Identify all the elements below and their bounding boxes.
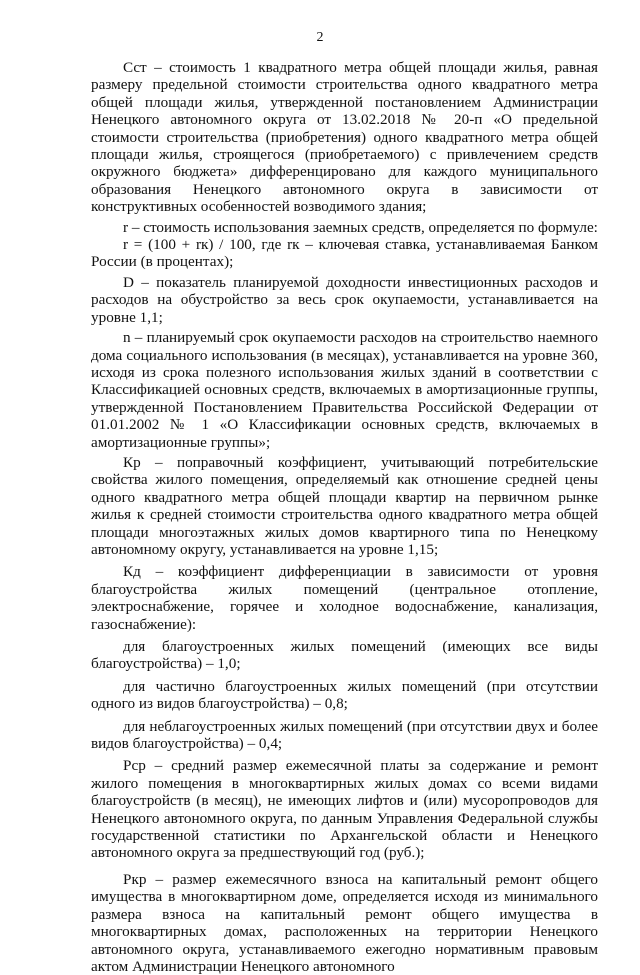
paragraph-r: r – стоимость использования заемных средств, определяется по формуле: — [123, 218, 598, 236]
document-body — [91, 59, 598, 975]
paragraph-sst: Сст – стоимость 1 квадратного метра общей площади жилья, равная размеру предельной стоимости строительства одного квадратного метра общей площади жилья, утвержденной постановлением Администрации Ненецкого автономного округа от 13.02.2018 № 20-п «О предельной стоимости строительства (приобретения) одного квадратного метра общей площади жилья, строящегося (приобретаемого) с привлечением средств окружного бюджета» дифференцировано для каждого муниципального образования Ненецкого автономного округа в зависимости от конструктивных особенностей возводимого здания; — [91, 59, 598, 216]
paragraph-kd-none: для неблагоустроенных жилых помещений (при отсутствии двух и более видов благоустройства) – 0,4; — [91, 717, 598, 753]
paragraph-kd: Кд – коэффициент дифференциации в зависимости от уровня благоустройства жилых помещений (центральное отопление, электроснабжение, горячее и холодное водоснабжение, канализация, газоснабжение): — [91, 563, 598, 633]
paragraph-d: D – показатель планируемой доходности инвестиционных расходов и расходов на обустройство за весь срок окупаемости, устанавливается на уровне 1,1; — [91, 273, 598, 326]
paragraph-n: n – планируемый срок окупаемости расходов на строительство наемного дома социального использования (в месяцах), устанавливается на уровне 360, исходя из срока полезного использования жилых зданий в соответствии с Классификацией основных средств, включаемых в амортизационные группы, утвержденной Постановлением Правительства Российской Федерации от 01.01.2002 № 1 «О Классификации основных средств, включаемых в амортизационные группы»; — [91, 329, 598, 451]
paragraph-pcp: Рср – средний размер ежемесячной платы за содержание и ремонт жилого помещения в многоквартирных жилых домах со всеми видами благоустройств (в месяц), не имеющих лифтов и (или) мусоропроводов для Ненецкого автономного округа, по данным Управления Федеральной службы государственной статистики по Архангельской области и Ненецкого автономного округа за предшествующий год (руб.); — [91, 757, 598, 862]
paragraph-r-formula: r = (100 + rк) / 100, где rк – ключевая ставка, устанавливаемая Банком России (в процентах); — [91, 236, 598, 271]
paragraph-pkp: Ркр – размер ежемесячного взноса на капитальный ремонт общего имущества в многоквартирном доме, определяется исходя из минимального размера взноса на капитальный ремонт общего имущества в многоквартирных домах, расположенных на территории Ненецкого автономного округа, устанавливаемого ежегодно нормативным правовым актом Администрации Ненецкого автономного — [91, 870, 598, 975]
paragraph-kp: Кр – поправочный коэффициент, учитывающий потребительские свойства жилого помещения, определяемый как отношение средней цены одного квадратного метра общей площади квартир на первичном рынке жилья к средней стоимости строительства одного квадратного метра общей площади многоэтажных жилых домов квартирного типа по Ненецкому автономному округу, устанавливается на уровне 1,15; — [91, 453, 598, 558]
paragraph-kd-partial: для частично благоустроенных жилых помещений (при отсутствии одного из видов благоустройства) – 0,8; — [91, 677, 598, 713]
paragraph-kd-full: для благоустроенных жилых помещений (имеющих все виды благоустройства) – 1,0; — [91, 638, 598, 673]
page-number: 2 — [316, 30, 324, 45]
